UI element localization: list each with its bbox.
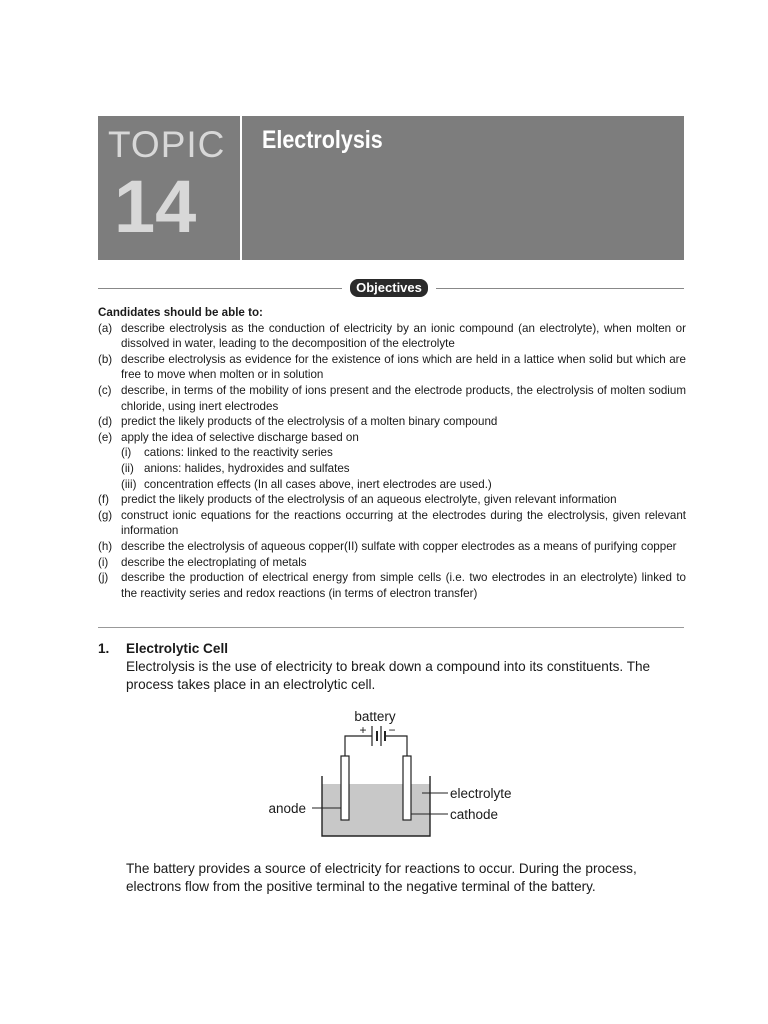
anode-label: anode (268, 801, 306, 816)
cathode-label: cathode (450, 807, 499, 822)
objective-marker: (a) (98, 321, 113, 335)
battery-label: battery (354, 709, 396, 724)
objective-marker: (j) (98, 571, 109, 585)
section-paragraph: Electrolysis is the use of electricity to break down a compound into its constituents. The process takes place in an electrolytic cell. (126, 659, 651, 692)
objective-item (98, 570, 686, 601)
objective-text: describe the production of electrical energy from simple cells (i.e. two electrodes in an electrolyte) linked to the reactivity series and redox reactions (in terms of electron transfer) (121, 571, 686, 600)
wire-negative (384, 736, 407, 756)
subitem-text: concentration effects (In all cases above, inert electrodes are used.) (144, 477, 492, 491)
objective-text: describe the electroplating of metals (121, 555, 307, 569)
objective-subitem (98, 445, 686, 461)
objective-item (98, 414, 686, 430)
electrolyte-label: electrolyte (450, 786, 512, 801)
objective-marker: (e) (98, 430, 113, 444)
battery-paragraph: The battery provides a source of electricity for reactions to occur. During the process, electrons flow from the positive terminal to the negative terminal of the battery. (126, 861, 637, 894)
objectives-list (98, 305, 686, 601)
cathode-electrode (403, 756, 411, 820)
objective-item (98, 492, 686, 508)
topic-word: TOPIC (108, 124, 226, 165)
subitem-text: cations: linked to the reactivity series (144, 446, 333, 460)
minus-sign: − (388, 723, 396, 737)
objective-item (98, 508, 686, 539)
objective-marker: (c) (98, 383, 112, 397)
objectives-label: Objectives (350, 279, 428, 297)
subitem-marker: (iii) (121, 477, 137, 491)
objective-text: apply the idea of selective discharge based on (121, 430, 359, 444)
topic-banner (98, 116, 684, 260)
objective-marker: (i) (98, 555, 109, 569)
objective-marker: (g) (98, 508, 113, 522)
objective-text: describe electrolysis as the conduction of electricity by an ionic compound (an electrolyte), when molten or dissolved in water, leading to the decomposition of the electrolyte (121, 321, 686, 351)
objective-item (98, 555, 686, 571)
objective-text: describe electrolysis as evidence for the existence of ions which are held in a lattice when solid but which are free to move when molten or in solution (121, 352, 686, 382)
objective-marker: (h) (98, 539, 113, 553)
subitem-marker: (i) (121, 446, 132, 460)
objective-text: predict the likely products of the electrolysis of an aqueous electrolyte, given relevant information (121, 493, 617, 507)
objective-text: predict the likely products of the electrolysis of a molten binary compound (121, 415, 498, 429)
objective-text: construct ionic equations for the reactions occurring at the electrodes during the electrolysis, given relevant information (121, 508, 686, 538)
banner-divider (240, 116, 242, 260)
section-number: 1. (98, 641, 110, 656)
objective-marker: (d) (98, 415, 113, 429)
objective-text: describe the electrolysis of aqueous copper(II) sulfate with copper electrodes as a means of purifying copper (121, 539, 677, 553)
section-heading: Electrolytic Cell (126, 641, 228, 656)
page-title: Electrolysis (262, 126, 383, 154)
objective-item (98, 383, 686, 414)
objective-subitem (98, 461, 686, 477)
objective-text: describe, in terms of the mobility of ions present and the electrode products, the electrolysis of molten sodium chloride, using inert electrodes (121, 383, 686, 413)
objective-marker: (b) (98, 352, 113, 366)
electrolytic-cell-diagram (250, 704, 530, 844)
objective-item (98, 352, 686, 383)
subitem-text: anions: halides, hydroxides and sulfates (144, 461, 350, 475)
objective-item (98, 539, 686, 555)
objectives-badge (342, 278, 436, 298)
objective-subitem (98, 477, 686, 493)
electrolyte-solution (322, 784, 430, 836)
objective-item (98, 321, 686, 352)
anode-electrode (341, 756, 349, 820)
subitem-marker: (ii) (121, 461, 134, 475)
wire-positive (345, 736, 372, 756)
section-divider (98, 627, 684, 628)
objectives-intro: Candidates should be able to: (98, 306, 263, 319)
plus-sign: + (359, 723, 367, 737)
objective-marker: (f) (98, 493, 109, 507)
objective-item (98, 430, 686, 446)
topic-number: 14 (114, 165, 197, 248)
section-electrolytic-cell (98, 640, 688, 694)
